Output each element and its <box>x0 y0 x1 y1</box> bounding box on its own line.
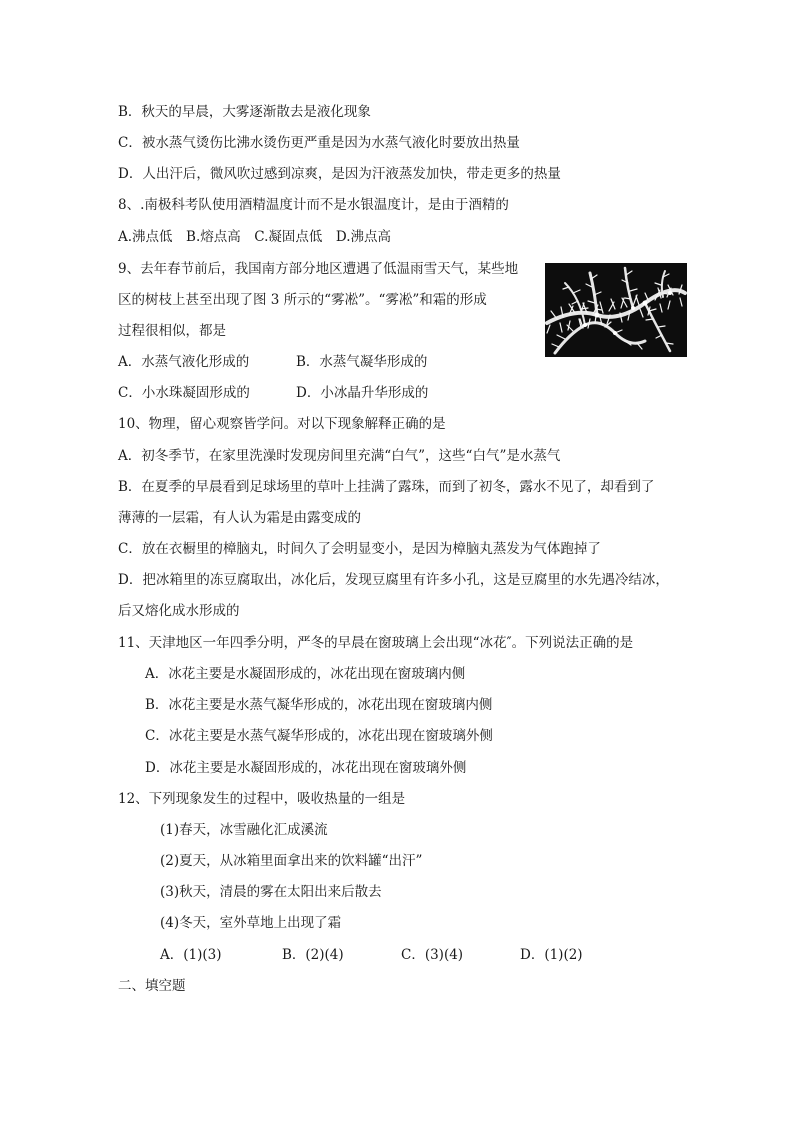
q12-stem: 12、下列现象发生的过程中，吸收热量的一组是 <box>118 791 406 807</box>
q10-option-b-line1: B．在夏季的早晨看到足球场里的草叶上挂满了露珠，而到了初冬，露水不见了，却看到了 <box>118 479 655 495</box>
q10-option-c: C．放在衣橱里的樟脑丸，时间久了会明显变小，是因为樟脑丸蒸发为气体跑掉了 <box>118 541 601 557</box>
q11-stem: 11、天津地区一年四季分明，严冬的早晨在窗玻璃上会出现“冰花″。下列说法正确的是 <box>118 635 634 651</box>
q9-stem-line1: 9、去年春节前后，我国南方部分地区遭遇了低温雨雪天气，某些地 <box>118 261 519 277</box>
q10-option-d-line2: 后又熔化成水形成的 <box>118 603 240 619</box>
q10-stem: 10、物理，留心观察皆学问。对以下现象解释正确的是 <box>118 416 446 432</box>
q11-option-c: C．冰花主要是水蒸气凝华形成的，冰花出现在窗玻璃外侧 <box>145 728 493 744</box>
q12-option-b: B．(2)(4) <box>282 947 344 963</box>
q10-option-b-line2: 薄薄的一层霜，有人认为霜是由露变成的 <box>118 510 361 526</box>
q7-option-b: B．秋天的早晨，大雾逐渐散去是液化现象 <box>118 104 371 120</box>
q7-option-d: D．人出汗后，微风吹过感到凉爽，是因为汗液蒸发加快，带走更多的热量 <box>118 166 561 182</box>
q8-stem: 8、.南极科考队使用酒精温度计而不是水银温度计，是由于酒精的 <box>118 197 509 213</box>
q11-option-a: A．冰花主要是水凝固形成的，冰花出现在窗玻璃内侧 <box>145 666 466 682</box>
q9-option-c: C．小水珠凝固形成的 <box>118 385 250 401</box>
q9-stem-line2: 区的树枝上甚至出现了图 3 所示的“雾凇”。“雾凇”和霜的形成 <box>118 292 487 308</box>
q12-option-c: C．(3)(4) <box>401 947 464 963</box>
q8-options: A.沸点低 B.熔点高 C.凝固点低 D.沸点高 <box>118 229 392 245</box>
section-2-heading: 二、填空题 <box>118 978 186 994</box>
q11-option-d: D．冰花主要是水凝固形成的，冰花出现在窗玻璃外侧 <box>145 760 467 776</box>
q9-option-d: D．小冰晶升华形成的 <box>296 385 429 401</box>
q12-item-2: (2)夏天，从冰箱里面拿出来的饮料罐“出汗” <box>160 853 423 869</box>
rime-branches-image <box>545 263 687 357</box>
q11-option-b: B．冰花主要是水蒸气凝华形成的，冰花出现在窗玻璃内侧 <box>145 697 493 713</box>
rime-frost-photo <box>545 263 687 357</box>
q12-option-a: A．(1)(3) <box>160 947 222 963</box>
q9-stem-line3: 过程很相似，都是 <box>118 323 226 339</box>
q10-option-a: A．初冬季节，在家里洗澡时发现房间里充满“白气”，这些“白气”是水蒸气 <box>118 448 561 464</box>
q10-option-d-line1: D．把冰箱里的冻豆腐取出，冰化后，发现豆腐里有许多小孔，这是豆腐里的水先遇冷结冰， <box>118 572 669 588</box>
q9-option-b: B．水蒸气凝华形成的 <box>296 354 428 370</box>
q12-item-3: (3)秋天，清晨的雾在太阳出来后散去 <box>160 884 382 900</box>
q7-option-c: C．被水蒸气烫伤比沸水烫伤更严重是因为水蒸气液化时要放出热量 <box>118 135 520 151</box>
q9-option-a: A．水蒸气液化形成的 <box>118 354 250 370</box>
q12-item-1: (1)春天，冰雪融化汇成溪流 <box>160 822 328 838</box>
q12-option-d: D．(1)(2) <box>520 947 583 963</box>
q12-item-4: (4)冬天，室外草地上出现了霜 <box>160 915 342 931</box>
